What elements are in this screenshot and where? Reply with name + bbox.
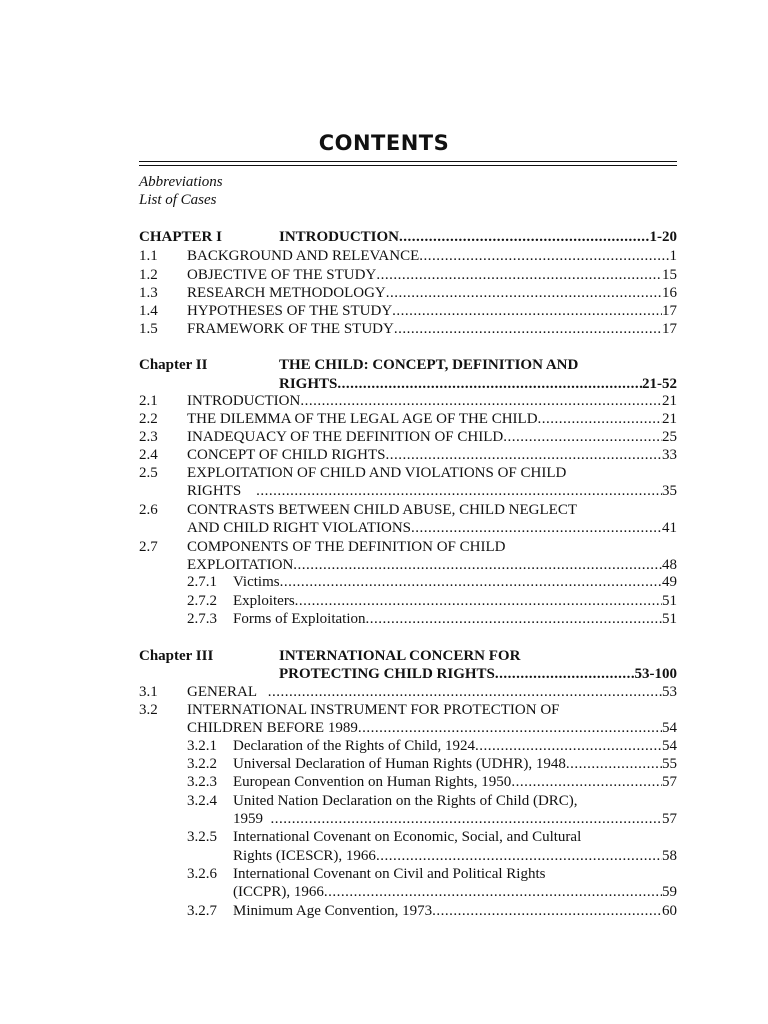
entry-number: 3.2.6 xyxy=(187,866,217,882)
dot-leader xyxy=(324,883,662,902)
entry-page: 49 xyxy=(662,574,677,590)
title-rule-top xyxy=(139,161,677,162)
entry-page: 17 xyxy=(662,321,677,337)
entry-number: 3.2.4 xyxy=(187,793,217,809)
entry-title: THE DILEMMA OF THE LEGAL AGE OF THE CHILD xyxy=(187,411,538,427)
entry-title-cont: (ICCPR), 1966 xyxy=(233,884,324,900)
entry-number: 2.3 xyxy=(139,429,158,445)
dot-leader xyxy=(566,755,662,774)
page-title: CONTENTS xyxy=(318,131,450,155)
entry-page: 53 xyxy=(662,684,677,700)
toc-entry-3-2-3[interactable] xyxy=(0,773,768,792)
dot-leader xyxy=(386,446,663,465)
dot-leader xyxy=(280,573,662,592)
toc-entry-3-2-2[interactable] xyxy=(0,755,768,774)
toc-entry-2-6-cont[interactable] xyxy=(0,519,768,538)
entry-number: 3.2.3 xyxy=(187,774,217,790)
entry-page: 54 xyxy=(662,720,677,736)
list-of-cases-entry[interactable]: List of Cases xyxy=(139,192,217,208)
toc-entry-3-2-cont[interactable] xyxy=(0,719,768,738)
dot-leader xyxy=(538,410,662,429)
chapter-2-heading[interactable] xyxy=(0,356,768,375)
chapter-title: INTRODUCTION xyxy=(279,229,400,245)
entry-title: BACKGROUND AND RELEVANCE xyxy=(187,248,420,264)
entry-page: 57 xyxy=(662,774,677,790)
entry-title-cont: 1959 xyxy=(233,811,271,827)
entry-title: COMPONENTS OF THE DEFINITION OF CHILD xyxy=(187,539,506,555)
entry-title: INTERNATIONAL INSTRUMENT FOR PROTECTION OF xyxy=(187,702,560,718)
entry-title: International Covenant on Economic, Social, and Cultural xyxy=(233,829,582,845)
chapter-3-heading-cont[interactable] xyxy=(0,665,768,684)
dot-leader xyxy=(366,610,663,629)
toc-entry-1-3[interactable] xyxy=(0,284,768,303)
chapter-1-heading[interactable] xyxy=(0,228,768,247)
entry-title: INADEQUACY OF THE DEFINITION OF CHILD xyxy=(187,429,504,445)
dot-leader xyxy=(503,428,662,447)
entry-title: FRAMEWORK OF THE STUDY xyxy=(187,321,394,337)
entry-number: 1.4 xyxy=(139,303,158,319)
chapter-title-line-2: RIGHTS xyxy=(279,376,338,392)
entry-number: 1.3 xyxy=(139,285,158,301)
toc-entry-2-7-2[interactable] xyxy=(0,592,768,611)
dot-leader xyxy=(495,665,635,684)
entry-title-cont: Rights (ICESCR), 1966 xyxy=(233,848,376,864)
entry-title: GENERAL xyxy=(187,684,268,700)
entry-number: 1.2 xyxy=(139,267,158,283)
entry-title: International Covenant on Civil and Political Rights xyxy=(233,866,546,882)
entry-title: Forms of Exploitation xyxy=(233,611,366,627)
entry-page: 54 xyxy=(662,738,677,754)
dot-leader xyxy=(432,902,662,921)
toc-entry-2-6[interactable] xyxy=(0,501,768,520)
chapter-3-heading[interactable] xyxy=(0,647,768,666)
chapter-label: CHAPTER I xyxy=(139,229,222,245)
entry-page: 17 xyxy=(662,303,677,319)
toc-entry-2-7-3[interactable] xyxy=(0,610,768,629)
dot-leader xyxy=(295,592,662,611)
entry-page: 25 xyxy=(662,429,677,445)
entry-number: 3.2.7 xyxy=(187,903,217,919)
toc-entry-3-1[interactable] xyxy=(0,683,768,702)
entry-title: CONTRASTS BETWEEN CHILD ABUSE, CHILD NEGLECT xyxy=(187,502,577,518)
entry-title: HYPOTHESES OF THE STUDY xyxy=(187,303,393,319)
entry-page: 55 xyxy=(662,756,677,772)
entry-title: Universal Declaration of Human Rights (UDHR), 1948 xyxy=(233,756,566,772)
dot-leader xyxy=(511,773,662,792)
entry-number: 2.7 xyxy=(139,539,158,555)
entry-page: 15 xyxy=(662,267,677,283)
entry-page: 58 xyxy=(662,848,677,864)
chapter-pages: 21-52 xyxy=(642,376,677,392)
dot-leader xyxy=(300,392,662,411)
entry-number: 3.2.5 xyxy=(187,829,217,845)
abbreviations-entry[interactable]: Abbreviations xyxy=(139,174,223,190)
entry-title: EXPLOITATION OF CHILD AND VIOLATIONS OF CHILD xyxy=(187,465,567,481)
toc-entry-3-2-6-cont[interactable] xyxy=(0,883,768,902)
toc-entry-3-2[interactable] xyxy=(0,701,768,720)
dot-leader xyxy=(392,302,662,321)
toc-entry-1-4[interactable] xyxy=(0,302,768,321)
entry-number: 2.5 xyxy=(139,465,158,481)
title-rule-bottom xyxy=(139,165,677,166)
toc-entry-2-1[interactable] xyxy=(0,392,768,411)
chapter-label: Chapter III xyxy=(139,648,214,664)
entry-number: 1.5 xyxy=(139,321,158,337)
dot-leader xyxy=(256,482,662,501)
chapter-label: Chapter II xyxy=(139,357,208,373)
toc-entry-1-2[interactable] xyxy=(0,266,768,285)
toc-entry-1-1[interactable] xyxy=(0,247,768,266)
toc-entry-3-2-1[interactable] xyxy=(0,737,768,756)
entry-title: Exploiters xyxy=(233,593,295,609)
dot-leader xyxy=(376,266,662,285)
chapter-pages: 53-100 xyxy=(634,666,677,682)
chapter-title-line-1: THE CHILD: CONCEPT, DEFINITION AND xyxy=(279,357,579,373)
dot-leader xyxy=(376,847,662,866)
entry-title-cont: AND CHILD RIGHT VIOLATIONS xyxy=(187,520,412,536)
entry-title: CONCEPT OF CHILD RIGHTS xyxy=(187,447,386,463)
dot-leader xyxy=(268,683,662,702)
entry-number: 2.7.1 xyxy=(187,574,217,590)
entry-page: 33 xyxy=(662,447,677,463)
toc-entry-3-2-5[interactable] xyxy=(0,828,768,847)
entry-number: 3.2.2 xyxy=(187,756,217,772)
entry-number: 2.7.2 xyxy=(187,593,217,609)
entry-page: 59 xyxy=(662,884,677,900)
entry-title: Declaration of the Rights of Child, 1924 xyxy=(233,738,476,754)
dot-leader xyxy=(411,519,662,538)
toc-entry-2-4[interactable] xyxy=(0,446,768,465)
entry-page: 48 xyxy=(662,557,677,573)
entry-page: 16 xyxy=(662,285,677,301)
toc-entry-3-2-7[interactable] xyxy=(0,902,768,921)
toc-entry-2-5[interactable] xyxy=(0,464,768,483)
entry-number: 3.2.1 xyxy=(187,738,217,754)
dot-leader xyxy=(419,247,669,266)
toc-entry-2-7[interactable] xyxy=(0,538,768,557)
toc-entry-2-3[interactable] xyxy=(0,428,768,447)
entry-page: 21 xyxy=(662,393,677,409)
dot-leader xyxy=(394,320,662,339)
dot-leader xyxy=(475,737,662,756)
entry-title-cont: RIGHTS xyxy=(187,483,257,499)
toc-entry-2-5-cont[interactable] xyxy=(0,482,768,501)
dot-leader xyxy=(399,228,649,247)
entry-number: 2.4 xyxy=(139,447,158,463)
entry-page: 35 xyxy=(662,483,677,499)
entry-title: Victims xyxy=(233,574,280,590)
dot-leader xyxy=(386,284,662,303)
dot-leader xyxy=(271,810,663,829)
toc-entry-3-2-6[interactable] xyxy=(0,865,768,884)
entry-page: 41 xyxy=(662,520,677,536)
entry-number: 2.2 xyxy=(139,411,158,427)
entry-page: 1 xyxy=(669,248,677,264)
entry-page: 60 xyxy=(662,903,677,919)
entry-number: 3.1 xyxy=(139,684,158,700)
entry-title: OBJECTIVE OF THE STUDY xyxy=(187,267,377,283)
entry-title-cont: EXPLOITATION xyxy=(187,557,294,573)
entry-title: RESEARCH METHODOLOGY xyxy=(187,285,386,301)
entry-title: United Nation Declaration on the Rights of Child (DRC), xyxy=(233,793,578,809)
chapter-title-line-2: PROTECTING CHILD RIGHTS xyxy=(279,666,495,682)
entry-page: 51 xyxy=(662,593,677,609)
entry-number: 3.2 xyxy=(139,702,158,718)
entry-page: 21 xyxy=(662,411,677,427)
toc-entry-3-2-4[interactable] xyxy=(0,792,768,811)
toc-entry-1-5[interactable] xyxy=(0,320,768,339)
entry-number: 2.7.3 xyxy=(187,611,217,627)
entry-page: 51 xyxy=(662,611,677,627)
entry-title: INTRODUCTION xyxy=(187,393,301,409)
toc-entry-2-7-1[interactable] xyxy=(0,573,768,592)
toc-entry-2-2[interactable] xyxy=(0,410,768,429)
entry-page: 57 xyxy=(662,811,677,827)
chapter-title-line-1: INTERNATIONAL CONCERN FOR xyxy=(279,648,521,664)
dot-leader xyxy=(358,719,662,738)
toc-entry-3-2-5-cont[interactable] xyxy=(0,847,768,866)
toc-entry-3-2-4-cont[interactable] xyxy=(0,810,768,829)
entry-title: Minimum Age Convention, 1973 xyxy=(233,903,433,919)
chapter-pages: 1-20 xyxy=(649,229,677,245)
entry-number: 2.6 xyxy=(139,502,158,518)
entry-number: 1.1 xyxy=(139,248,158,264)
entry-number: 2.1 xyxy=(139,393,158,409)
entry-title: European Convention on Human Rights, 1950 xyxy=(233,774,512,790)
entry-title-cont: CHILDREN BEFORE 1989 xyxy=(187,720,358,736)
